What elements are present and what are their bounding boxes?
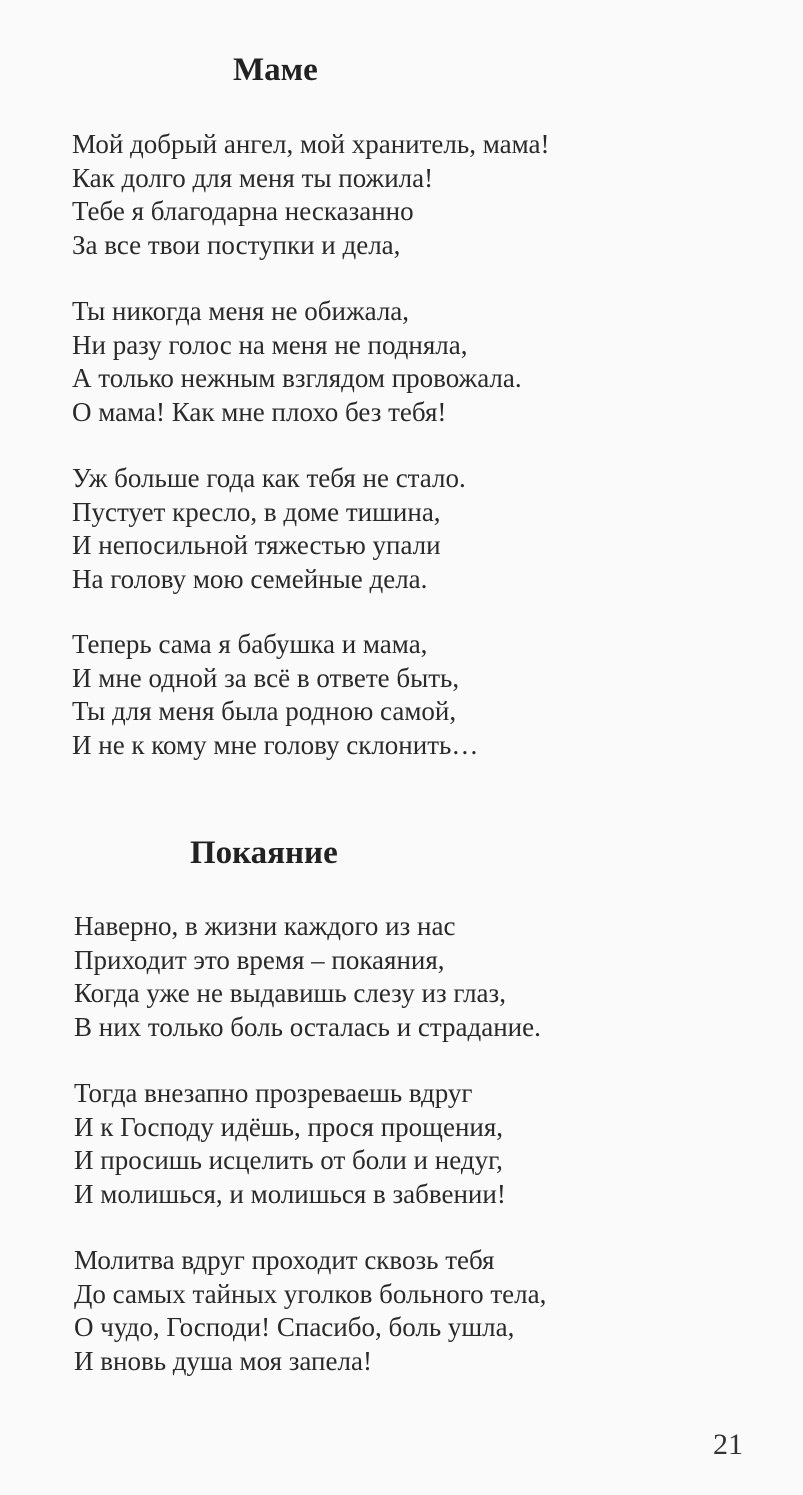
poem-line: И к Господу идёшь, прося прощения, xyxy=(74,1111,504,1142)
poem-line: Наверно, в жизни каждого из нас xyxy=(74,911,456,941)
stanza xyxy=(72,295,522,429)
stanza xyxy=(74,1244,546,1378)
poem-line: Ты для меня была родною самой, xyxy=(72,696,457,726)
poem-line: В них только боль осталась и страдание. xyxy=(74,1011,541,1042)
stanza xyxy=(72,628,478,762)
poem-line: На голову мою семейные дела. xyxy=(72,563,428,594)
stanza xyxy=(74,1077,506,1211)
poem-line: Ты никогда меня не обижала, xyxy=(72,296,410,326)
poem-line: Как долго для меня ты пожила! xyxy=(72,162,434,193)
poem-line: И непосильной тяжестью упали xyxy=(72,530,441,560)
poem-line: До самых тайных уголков больного тела, xyxy=(74,1278,547,1309)
poem-line: И мне одной за всё в ответе быть, xyxy=(72,662,460,693)
poem-line: Приходит это время – покаяния, xyxy=(74,944,445,975)
poem-line: И просишь исцелить от боли и недуг, xyxy=(74,1145,503,1175)
poem-line: И не к кому мне голову склонить… xyxy=(72,729,479,760)
poem-line: О мама! Как мне плохо без тебя! xyxy=(72,396,447,427)
poem-line: Тебе я благодарна несказанно xyxy=(72,196,414,226)
poem-line: За все твои поступки и дела, xyxy=(72,229,401,260)
poem-line: Когда уже не выдавишь слезу из глаз, xyxy=(74,978,506,1008)
poem-line: Уж больше года как тебя не стало. xyxy=(72,463,466,493)
poem-line: Мой добрый ангел, мой хранитель, мама! xyxy=(72,129,550,159)
poem-title-mame: Маме xyxy=(233,52,318,88)
poem-line: Тогда внезапно прозреваешь вдруг xyxy=(74,1078,473,1108)
poem-line: А только нежным взглядом провожала. xyxy=(72,363,522,393)
poem-line: Пустует кресло, в доме тишина, xyxy=(72,496,441,527)
stanza xyxy=(74,910,541,1044)
poem-title-pokayanie: Покаяние xyxy=(190,835,338,871)
poem-line: И молишься, и молишься в забвении! xyxy=(74,1178,506,1209)
poem-line: Ни разу голос на меня не подняла, xyxy=(72,329,468,360)
stanza xyxy=(72,462,466,596)
poem-line: Молитва вдруг проходит сквозь тебя xyxy=(74,1245,495,1275)
poem-line: Теперь сама я бабушка и мама, xyxy=(72,629,428,659)
poem-line: О чудо, Господи! Спасибо, боль ушла, xyxy=(74,1312,515,1342)
page-number: 21 xyxy=(713,1428,743,1461)
poem-line: И вновь душа моя запела! xyxy=(74,1345,372,1376)
stanza xyxy=(72,128,549,262)
